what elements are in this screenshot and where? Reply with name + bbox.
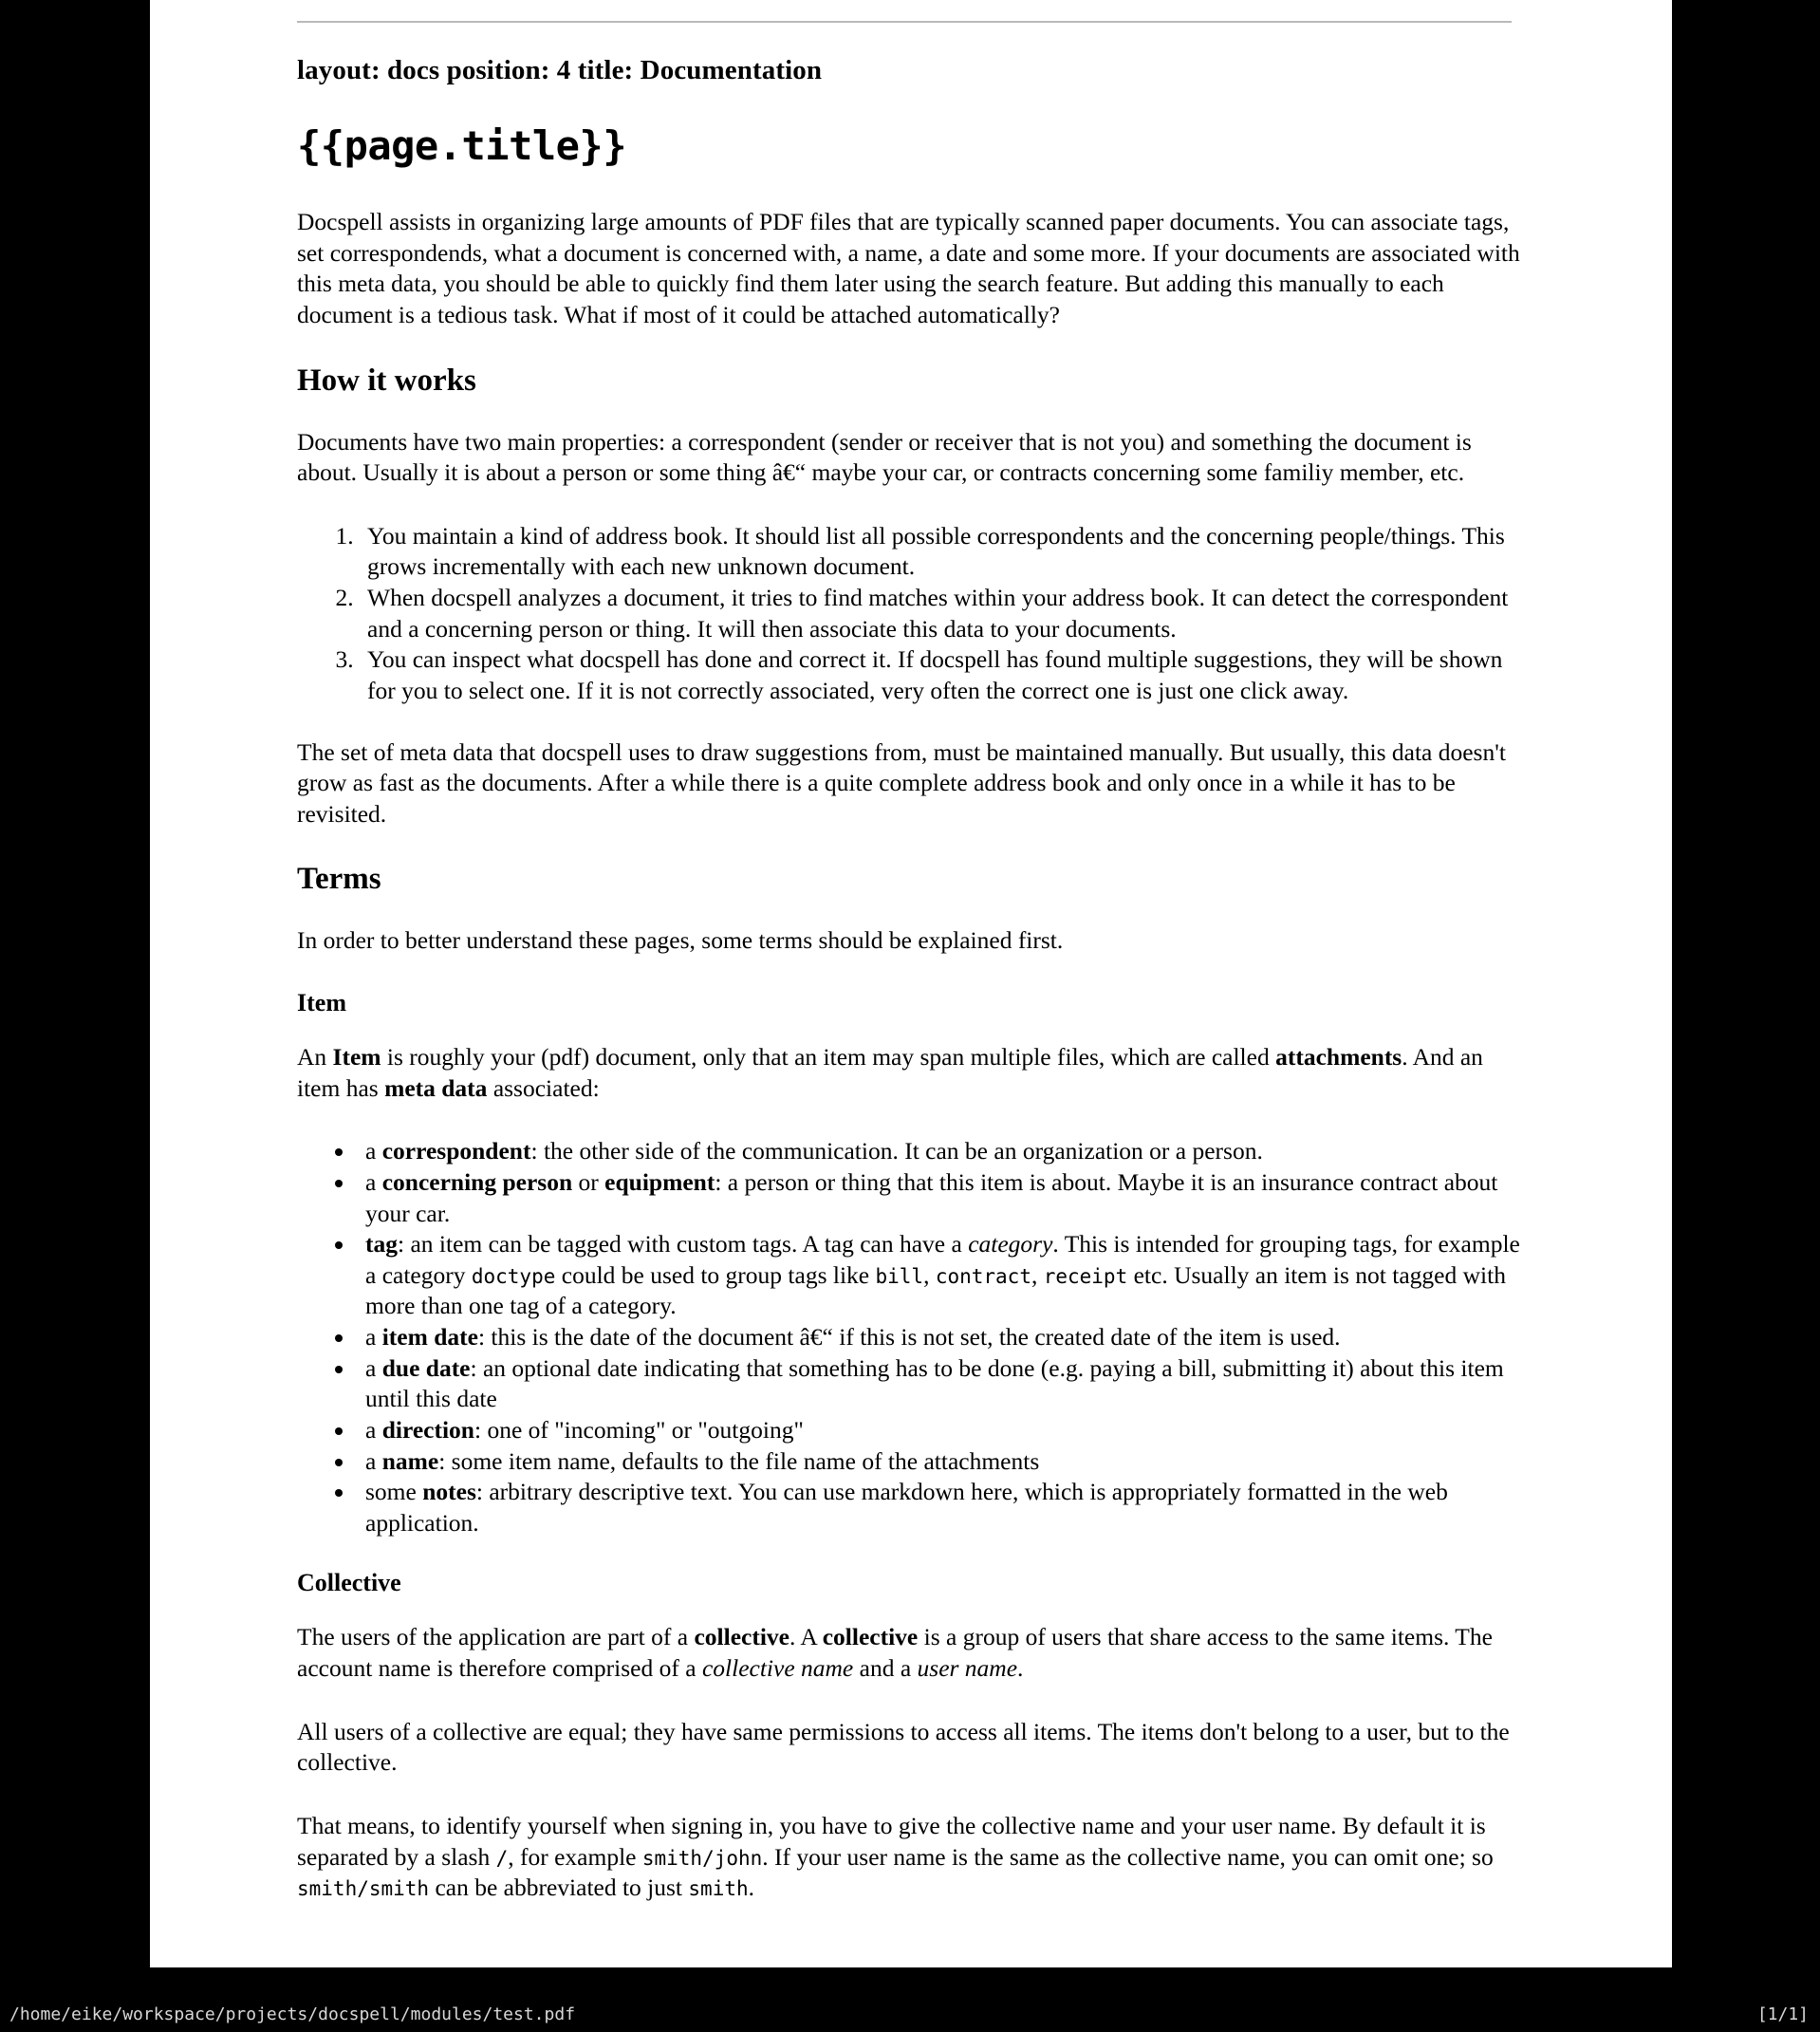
- bullet-rest: : some item name, defaults to the file name of the attachments: [438, 1446, 1040, 1475]
- item-lead-mid: is roughly your (pdf) document, only that an item may span multiple files, which are called: [381, 1043, 1276, 1071]
- bullet-rest: : the other side of the communication. It can be an organization or a person.: [530, 1137, 1263, 1165]
- text-span: is a group of users that share access to the same items. The account name is therefore comprised of a: [297, 1623, 1493, 1682]
- italic-collective-name: collective name: [701, 1654, 854, 1682]
- bullet-prefix: some: [365, 1478, 423, 1506]
- bullet-rest: : this is the date of the document â€“ if this is not set, the created date of the item is used.: [477, 1323, 1341, 1351]
- list-item-correspondent: [356, 1136, 1531, 1167]
- text-span: and a: [853, 1654, 918, 1682]
- bullet-rest: : one of "incoming" or "outgoing": [474, 1415, 804, 1444]
- bullet-rest-b: . This is intended for grouping tags, for example a category: [365, 1230, 1520, 1289]
- item-term-item: Item: [332, 1043, 381, 1071]
- bullet-term: tag: [365, 1230, 398, 1258]
- bullet-rest-d: ,: [923, 1260, 936, 1289]
- bullet-mid: or: [572, 1167, 605, 1196]
- bullet-term: direction: [381, 1415, 474, 1444]
- bullet-rest-c: could be used to group tags like: [555, 1260, 876, 1289]
- bullet-prefix: a: [365, 1137, 382, 1165]
- text-span: , for example: [508, 1842, 642, 1871]
- text-span: That means, to identify yourself when signing in, you have to give the collective name and your user name. By default it is separated by a slash: [297, 1811, 1486, 1871]
- item-lead-prefix: An: [297, 1043, 333, 1071]
- bullet-term: concerning person: [381, 1167, 573, 1196]
- collective-paragraph-2: All users of a collective are equal; they have same permissions to access all items. The items don't belong to a user, but to the collective.: [297, 1717, 1510, 1777]
- italic-user-name: user name: [917, 1654, 1018, 1682]
- collective-paragraph-3: [297, 1811, 1531, 1904]
- section-heading-terms: Terms: [297, 862, 381, 897]
- item-metadata-list: [297, 1136, 1531, 1538]
- collective-paragraph-1: [297, 1622, 1531, 1684]
- terms-intro: In order to better understand these pages, some terms should be explained first.: [297, 926, 1064, 955]
- text-span: . If your user name is the same as the collective name, you can omit one; so: [762, 1842, 1494, 1871]
- term-collective-1: collective: [694, 1623, 789, 1651]
- bullet-rest-f: etc. Usually an item is not tagged with more than one tag of a category.: [365, 1260, 1506, 1320]
- bullet-prefix: a: [365, 1353, 382, 1382]
- text-span: .: [748, 1874, 754, 1902]
- page-title: {{page.title}}: [297, 122, 627, 169]
- list-item-item-date: [356, 1322, 1531, 1353]
- item-lead-paragraph: [297, 1042, 1531, 1104]
- code-smith-john: smith/john: [641, 1846, 763, 1870]
- text-span: . A: [789, 1623, 823, 1651]
- subsection-heading-collective: Collective: [297, 1569, 401, 1597]
- bullet-term: notes: [422, 1478, 476, 1506]
- page-content: [297, 21, 1531, 1936]
- code-slash: /: [495, 1846, 509, 1870]
- item-lead-end: associated:: [487, 1073, 600, 1102]
- bullet-prefix: a: [365, 1446, 382, 1475]
- item-term-metadata: meta data: [384, 1073, 488, 1102]
- status-bar: [0, 1998, 1820, 2032]
- list-item: 2. When docspell analyzes a document, it tries to find matches within your address book. It can detect the correspondent and a concerning person or thing. It will then associate this data to your documents.: [360, 583, 1531, 644]
- code-receipt: receipt: [1043, 1264, 1128, 1288]
- subsection-heading-item: Item: [297, 989, 346, 1016]
- list-item-concerning-person: [356, 1167, 1531, 1229]
- text-span: can be abbreviated to just: [429, 1874, 689, 1902]
- list-item-direction: [356, 1415, 1531, 1446]
- bullet-term-2: equipment: [604, 1167, 715, 1196]
- code-smith: smith: [688, 1877, 749, 1901]
- how-it-works-paragraph-2: The set of meta data that docspell uses to draw suggestions from, must be maintained manually. But usually, this data doesn't grow as fast as the documents. After a while there is a quite complete address book and only once in a while it has to be revisited.: [297, 737, 1506, 828]
- pdf-page: [150, 0, 1672, 1967]
- list-item-name: [356, 1446, 1531, 1478]
- item-lead-mid2: . And an item has: [297, 1043, 1483, 1102]
- bullet-term: correspondent: [381, 1137, 531, 1165]
- bullet-term: name: [381, 1446, 439, 1475]
- list-item-notes: [356, 1477, 1531, 1538]
- bullet-italic-category: category: [968, 1230, 1053, 1258]
- bullet-prefix: a: [365, 1167, 382, 1196]
- top-divider: [297, 21, 1512, 23]
- intro-paragraph: Docspell assists in organizing large amounts of PDF files that are typically scanned paper documents. You can associate tags, set correspondends, what a document is concerned with, a name, a date and some more. If your documents are associated with this meta data, you should be able to quickly find them later using the search feature. But adding this manually to each document is a tedious task. What if most of it could be attached automatically?: [297, 208, 1520, 328]
- list-item-tag: [356, 1229, 1531, 1322]
- bullet-rest-e: ,: [1031, 1260, 1044, 1289]
- bullet-prefix: a: [365, 1415, 382, 1444]
- bullet-rest: : arbitrary descriptive text. You can use markdown here, which is appropriately formatted in the web application.: [365, 1478, 1448, 1537]
- code-doctype: doctype: [471, 1264, 556, 1288]
- how-it-works-steps: [297, 521, 1531, 707]
- frontmatter-line: layout: docs position: 4 title: Documentation: [297, 55, 823, 85]
- code-bill: bill: [875, 1264, 924, 1288]
- page-indicator: [1/1]: [1756, 2004, 1809, 2024]
- item-term-attachments: attachments: [1275, 1043, 1402, 1071]
- section-heading-how-it-works: How it works: [297, 363, 476, 398]
- bullet-rest-a: : an item can be tagged with custom tags. A tag can have a: [398, 1230, 969, 1258]
- bullet-prefix: a: [365, 1323, 382, 1351]
- text-span: .: [1017, 1654, 1024, 1682]
- text-span: The users of the application are part of a: [297, 1623, 695, 1651]
- bullet-term: due date: [381, 1353, 471, 1382]
- list-item-due-date: [356, 1353, 1531, 1415]
- code-smith-smith: smith/smith: [297, 1877, 430, 1901]
- bullet-term: item date: [381, 1323, 478, 1351]
- term-collective-2: collective: [822, 1623, 919, 1651]
- list-item: 3. You can inspect what docspell has done and correct it. If docspell has found multiple suggestions, they will be shown for you to select one. If it is not correctly associated, very often the correct one is just one click away.: [360, 644, 1531, 706]
- how-it-works-paragraph-1: Documents have two main properties: a correspondent (sender or receiver that is not you) and something the document is about. Usually it is about a person or some thing â€“ maybe your car, or contracts concerning some familiy member, etc.: [297, 427, 1472, 487]
- list-item: 1. You maintain a kind of address book. It should list all possible correspondents and the concerning people/things. This grows incrementally with each new unknown document.: [360, 521, 1531, 583]
- bullet-rest: : an optional date indicating that something has to be done (e.g. paying a bill, submitting it) about this item until this date: [365, 1353, 1504, 1413]
- file-path: /home/eike/workspace/projects/docspell/modules/test.pdf: [9, 2004, 576, 2024]
- bullet-rest: : a person or thing that this item is about. Maybe it is an insurance contract about your car.: [365, 1167, 1498, 1227]
- code-contract: contract: [935, 1264, 1031, 1288]
